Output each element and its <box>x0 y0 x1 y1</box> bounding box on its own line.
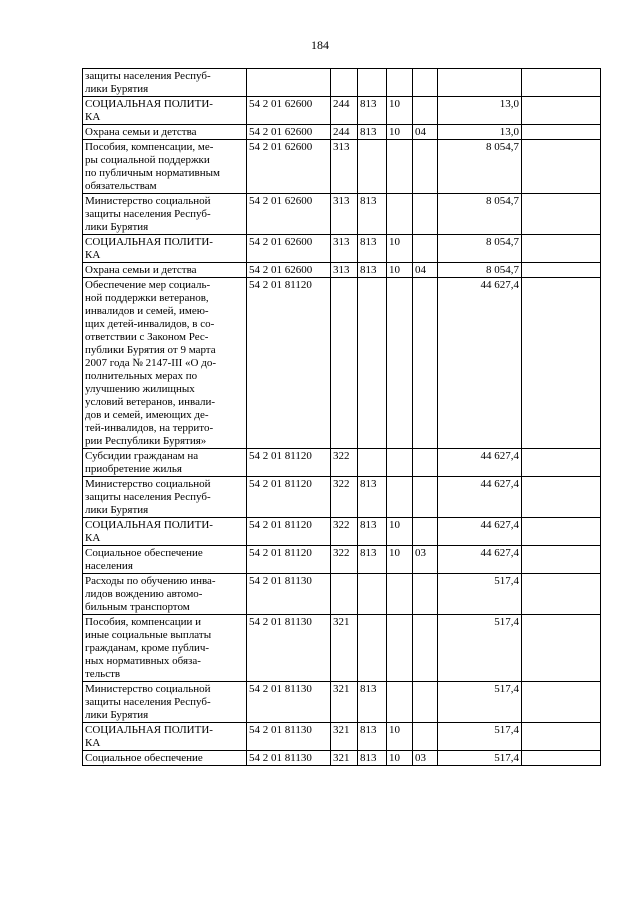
row-subsection-cell <box>413 723 438 751</box>
row-amount-cell: 8 054,7 <box>438 235 522 263</box>
table-row <box>83 140 601 194</box>
row-subsection-cell <box>413 69 438 97</box>
row-extra-cell <box>522 574 601 615</box>
table-row <box>83 518 601 546</box>
table-row <box>83 751 601 766</box>
row-name-cell: Министерство социальной защиты населения Респуб- лики Бурятия <box>83 194 247 235</box>
row-name-cell: Субсидии гражданам на приобретение жилья <box>83 449 247 477</box>
row-target-article-cell: 54 2 01 81120 <box>247 518 331 546</box>
row-subsection-cell <box>413 449 438 477</box>
row-section-cell <box>387 194 413 235</box>
row-name-cell: Министерство социальной защиты населения Респуб- лики Бурятия <box>83 477 247 518</box>
row-extra-cell <box>522 546 601 574</box>
row-department-cell: 813 <box>358 263 387 278</box>
row-section-cell <box>387 449 413 477</box>
row-target-article-cell: 54 2 01 81120 <box>247 477 331 518</box>
table-row <box>83 449 601 477</box>
row-subsection-cell <box>413 477 438 518</box>
row-department-cell: 813 <box>358 751 387 766</box>
row-extra-cell <box>522 278 601 449</box>
row-department-cell: 813 <box>358 546 387 574</box>
budget-table <box>82 68 601 766</box>
row-target-article-cell: 54 2 01 81130 <box>247 723 331 751</box>
row-expense-type-cell: 322 <box>331 546 358 574</box>
table-row <box>83 574 601 615</box>
row-extra-cell <box>522 140 601 194</box>
row-section-cell: 10 <box>387 546 413 574</box>
row-department-cell: 813 <box>358 125 387 140</box>
table-row <box>83 615 601 682</box>
row-expense-type-cell: 322 <box>331 449 358 477</box>
row-section-cell <box>387 278 413 449</box>
row-department-cell: 813 <box>358 477 387 518</box>
row-department-cell: 813 <box>358 723 387 751</box>
row-target-article-cell: 54 2 01 81130 <box>247 751 331 766</box>
row-department-cell <box>358 574 387 615</box>
row-expense-type-cell: 313 <box>331 194 358 235</box>
table-row <box>83 97 601 125</box>
row-section-cell: 10 <box>387 125 413 140</box>
row-extra-cell <box>522 69 601 97</box>
row-name-cell: Социальное обеспечение <box>83 751 247 766</box>
table-row <box>83 235 601 263</box>
row-subsection-cell <box>413 278 438 449</box>
row-amount-cell: 44 627,4 <box>438 449 522 477</box>
table-row <box>83 682 601 723</box>
row-expense-type-cell: 321 <box>331 682 358 723</box>
row-amount-cell: 44 627,4 <box>438 477 522 518</box>
row-section-cell: 10 <box>387 723 413 751</box>
row-section-cell: 10 <box>387 751 413 766</box>
row-section-cell: 10 <box>387 518 413 546</box>
row-amount-cell: 44 627,4 <box>438 278 522 449</box>
row-name-cell: Министерство социальной защиты населения Респуб- лики Бурятия <box>83 682 247 723</box>
row-expense-type-cell: 321 <box>331 723 358 751</box>
row-extra-cell <box>522 723 601 751</box>
row-amount-cell: 517,4 <box>438 574 522 615</box>
row-extra-cell <box>522 125 601 140</box>
row-subsection-cell <box>413 140 438 194</box>
table-row <box>83 69 601 97</box>
row-department-cell: 813 <box>358 518 387 546</box>
row-amount-cell: 13,0 <box>438 125 522 140</box>
table-row <box>83 125 601 140</box>
row-name-cell: СОЦИАЛЬНАЯ ПОЛИТИ- КА <box>83 518 247 546</box>
row-target-article-cell: 54 2 01 81130 <box>247 574 331 615</box>
row-expense-type-cell <box>331 278 358 449</box>
row-amount-cell: 517,4 <box>438 751 522 766</box>
table-row <box>83 723 601 751</box>
row-target-article-cell <box>247 69 331 97</box>
row-section-cell <box>387 477 413 518</box>
row-target-article-cell: 54 2 01 62600 <box>247 140 331 194</box>
row-subsection-cell <box>413 518 438 546</box>
row-extra-cell <box>522 682 601 723</box>
row-expense-type-cell: 321 <box>331 751 358 766</box>
row-expense-type-cell <box>331 574 358 615</box>
row-subsection-cell <box>413 615 438 682</box>
row-subsection-cell: 04 <box>413 263 438 278</box>
row-department-cell <box>358 615 387 682</box>
row-extra-cell <box>522 235 601 263</box>
row-target-article-cell: 54 2 01 81120 <box>247 278 331 449</box>
row-subsection-cell <box>413 235 438 263</box>
row-target-article-cell: 54 2 01 62600 <box>247 263 331 278</box>
table-row <box>83 194 601 235</box>
row-department-cell <box>358 140 387 194</box>
row-target-article-cell: 54 2 01 81120 <box>247 546 331 574</box>
row-name-cell: СОЦИАЛЬНАЯ ПОЛИТИ- КА <box>83 97 247 125</box>
row-subsection-cell <box>413 682 438 723</box>
row-expense-type-cell: 322 <box>331 518 358 546</box>
row-amount-cell <box>438 69 522 97</box>
page-number: 184 <box>311 38 329 52</box>
table-row <box>83 278 601 449</box>
row-department-cell <box>358 449 387 477</box>
row-extra-cell <box>522 518 601 546</box>
row-extra-cell <box>522 751 601 766</box>
row-amount-cell: 517,4 <box>438 723 522 751</box>
row-amount-cell: 8 054,7 <box>438 263 522 278</box>
row-target-article-cell: 54 2 01 62600 <box>247 194 331 235</box>
row-name-cell: Пособия, компенсации, ме- ры социальной поддержки по публичным нормативным обязательствам <box>83 140 247 194</box>
row-subsection-cell: 03 <box>413 546 438 574</box>
row-amount-cell: 8 054,7 <box>438 140 522 194</box>
row-section-cell <box>387 69 413 97</box>
row-expense-type-cell: 313 <box>331 235 358 263</box>
row-name-cell: Пособия, компенсации и иные социальные выплаты гражданам, кроме публич- ных нормативных обяза- тельств <box>83 615 247 682</box>
row-subsection-cell <box>413 97 438 125</box>
row-expense-type-cell: 313 <box>331 140 358 194</box>
row-extra-cell <box>522 97 601 125</box>
row-section-cell: 10 <box>387 235 413 263</box>
table-row <box>83 263 601 278</box>
row-amount-cell: 8 054,7 <box>438 194 522 235</box>
row-target-article-cell: 54 2 01 62600 <box>247 235 331 263</box>
row-target-article-cell: 54 2 01 62600 <box>247 125 331 140</box>
row-name-cell: Охрана семьи и детства <box>83 263 247 278</box>
row-amount-cell: 44 627,4 <box>438 546 522 574</box>
row-section-cell <box>387 682 413 723</box>
table-row <box>83 477 601 518</box>
row-name-cell: Охрана семьи и детства <box>83 125 247 140</box>
row-section-cell: 10 <box>387 263 413 278</box>
row-extra-cell <box>522 263 601 278</box>
row-department-cell <box>358 278 387 449</box>
row-subsection-cell: 03 <box>413 751 438 766</box>
row-expense-type-cell: 313 <box>331 263 358 278</box>
row-extra-cell <box>522 615 601 682</box>
row-name-cell: защиты населения Респуб- лики Бурятия <box>83 69 247 97</box>
row-target-article-cell: 54 2 01 81130 <box>247 615 331 682</box>
row-subsection-cell: 04 <box>413 125 438 140</box>
row-expense-type-cell: 244 <box>331 97 358 125</box>
row-amount-cell: 44 627,4 <box>438 518 522 546</box>
row-department-cell: 813 <box>358 682 387 723</box>
row-section-cell <box>387 615 413 682</box>
row-expense-type-cell: 322 <box>331 477 358 518</box>
row-department-cell <box>358 69 387 97</box>
row-subsection-cell <box>413 574 438 615</box>
row-section-cell: 10 <box>387 97 413 125</box>
table-body <box>83 69 601 766</box>
row-name-cell: Расходы по обучению инва- лидов вождению автомо- бильным транспортом <box>83 574 247 615</box>
row-extra-cell <box>522 477 601 518</box>
row-department-cell: 813 <box>358 194 387 235</box>
row-extra-cell <box>522 194 601 235</box>
row-name-cell: Обеспечение мер социаль- ной поддержки ветеранов, инвалидов и семей, имею- щих детей-инвалидов, в со- ответствии с Законом Рес- публики Бурятия от 9 марта 2007 года № 2147-III «О до- полнительных мерах по улучшению жилищных условий ветеранов, инвали- дов и семей, имеющих де- тей-инвалидов, на террито- рии Республики Бурятия» <box>83 278 247 449</box>
row-amount-cell: 517,4 <box>438 615 522 682</box>
row-name-cell: Социальное обеспечение населения <box>83 546 247 574</box>
row-department-cell: 813 <box>358 97 387 125</box>
row-section-cell <box>387 574 413 615</box>
row-name-cell: СОЦИАЛЬНАЯ ПОЛИТИ- КА <box>83 723 247 751</box>
row-target-article-cell: 54 2 01 81130 <box>247 682 331 723</box>
row-target-article-cell: 54 2 01 81120 <box>247 449 331 477</box>
row-subsection-cell <box>413 194 438 235</box>
row-expense-type-cell <box>331 69 358 97</box>
row-expense-type-cell: 244 <box>331 125 358 140</box>
row-target-article-cell: 54 2 01 62600 <box>247 97 331 125</box>
row-expense-type-cell: 321 <box>331 615 358 682</box>
row-department-cell: 813 <box>358 235 387 263</box>
row-amount-cell: 517,4 <box>438 682 522 723</box>
row-section-cell <box>387 140 413 194</box>
row-extra-cell <box>522 449 601 477</box>
row-amount-cell: 13,0 <box>438 97 522 125</box>
table-row <box>83 546 601 574</box>
row-name-cell: СОЦИАЛЬНАЯ ПОЛИТИ- КА <box>83 235 247 263</box>
